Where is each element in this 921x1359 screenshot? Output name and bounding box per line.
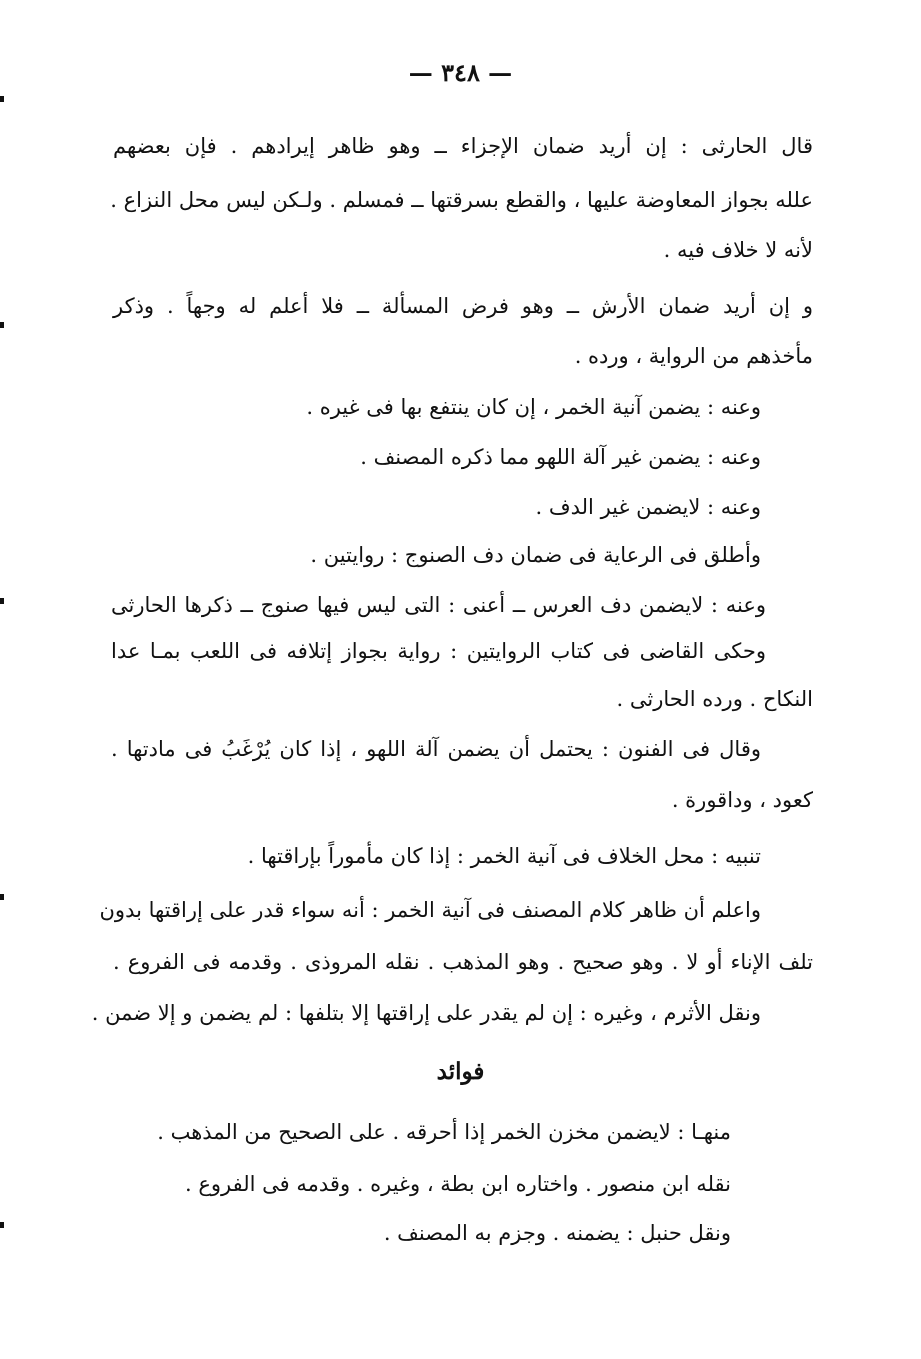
- text-line-13: وقال فى الفنون : يحتمل أن يضمن آلة اللهو ، إذا كان يُرْغَبُ فى مادتها .: [111, 737, 761, 761]
- margin-mark: [0, 894, 4, 900]
- text-line-14: كعود ، وداقورة .: [671, 788, 813, 812]
- text-line-17: تلف الإناء أو لا . وهو صحيح . وهو المذهب . نقله المروذى . وقدمه فى الفروع .: [113, 950, 813, 974]
- text-line-9: وأطلق فى الرعاية فى ضمان دف الصنوج : روايتين .: [310, 543, 761, 567]
- margin-mark: [0, 322, 4, 328]
- text-line-10: وعنه : لايضمن دف العرس ــ أعنى : التى ليس فيها صنوج ــ ذكرها الحارثى: [111, 593, 766, 617]
- fawaid-line-1: منهـا : لايضمن مخزن الخمر إذا أحرقه . على الصحيح من المذهب .: [157, 1120, 731, 1144]
- margin-mark: [0, 96, 4, 102]
- text-line-3: لأنه لا خلاف فيه .: [663, 238, 813, 262]
- text-line-6: وعنه : يضمن آنية الخمر ، إن كان ينتفع بها فى غيره .: [306, 395, 761, 419]
- text-line-5: مأخذهم من الرواية ، ورده .: [574, 344, 813, 368]
- text-line-18: ونقل الأثرم ، وغيره : إن لم يقدر على إراقتها إلا بتلفها : لم يضمن و إلا ضمن .: [91, 1001, 761, 1025]
- margin-mark: [0, 1222, 4, 1228]
- text-line-16: واعلم أن ظاهر كلام المصنف فى آنية الخمر : أنه سواء قدر على إراقتها بدون: [99, 898, 761, 922]
- text-line-2: علله بجواز المعاوضة عليها ، والقطع بسرقتها ــ فمسلم . ولـكن ليس محل النزاع .: [110, 188, 813, 212]
- text-line-7: وعنه : يضمن غير آلة اللهو مما ذكره المصنف .: [360, 445, 761, 469]
- margin-mark: [0, 598, 4, 604]
- text-line-12: النكاح . ورده الحارثى .: [616, 687, 813, 711]
- text-line-11: وحكى القاضى فى كتاب الروايتين : رواية بجواز إتلافه فى اللعب بمـا عدا: [111, 639, 766, 663]
- fawaid-line-3: ونقل حنبل : يضمنه . وجزم به المصنف .: [383, 1221, 731, 1245]
- text-line-4: و إن أريد ضمان الأرش ــ وهو فرض المسألة ــ فلا أعلم له وجهاً . وذكر: [113, 294, 813, 318]
- fawaid-line-2: نقله ابن منصور . واختاره ابن بطة ، وغيره . وقدمه فى الفروع .: [185, 1172, 731, 1196]
- text-line-1: قال الحارثى : إن أريد ضمان الإجزاء ــ وهو ظاهر إيرادهم . فإن بعضهم: [113, 134, 813, 158]
- section-title: فوائد: [436, 1058, 485, 1085]
- text-line-15: تنبيه : محل الخلاف فى آنية الخمر : إذا كان مأموراً بإراقتها .: [247, 844, 761, 868]
- text-line-8: وعنه : لايضمن غير الدف .: [535, 495, 761, 519]
- page-number: — ٣٤٨ —: [408, 58, 513, 87]
